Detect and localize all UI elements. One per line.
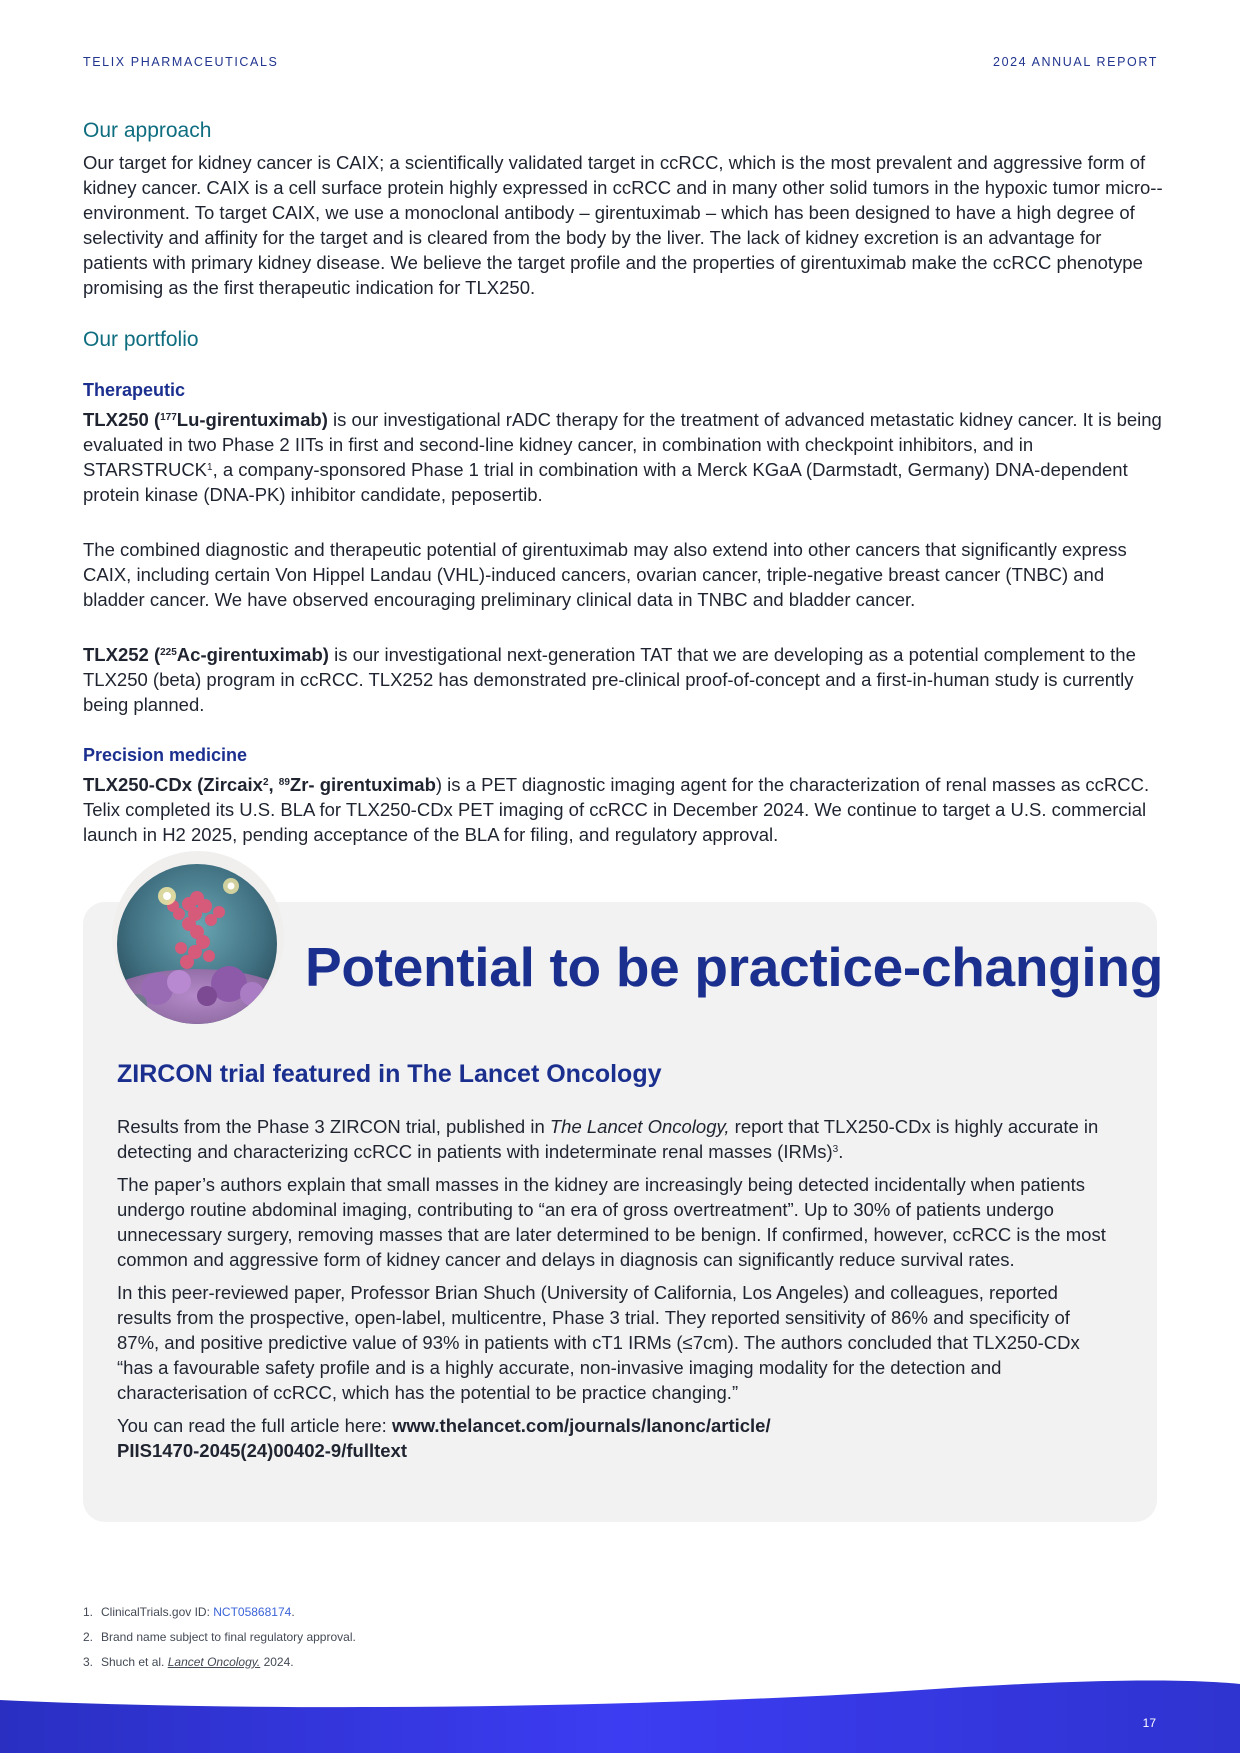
main-content xyxy=(83,116,1163,847)
footnote-link[interactable]: NCT05868174 xyxy=(213,1605,292,1619)
feature-content xyxy=(117,1058,1117,1471)
combined-paragraph: The combined diagnostic and therapeutic potential of girentuximab may also extend into other cancers that significantly express CAIX, including certain Von Hippel Landau (VHL)-induced cancers, ovarian cancer, triple-negative breast cancer (TNBC) and bladder cancer. We have observed encouraging preliminary clinical data in TNBC and bladder cancer. xyxy=(83,539,1127,610)
feature-title: Potential to be practice-changing xyxy=(305,936,1163,998)
header-company: TELIX PHARMACEUTICALS xyxy=(83,55,279,69)
feature-paragraph-2: The paper’s authors explain that small masses in the kidney are increasingly being detected incidentally when patients undergo routine abdominal imaging, contributing to “an era of gross overtreatment”. Up to 30% of patients undergo unnecessary surgery, removing masses that are later determined to be benign. If confirmed, however, ccRCC is the most common and aggressive form of kidney cancer and delays in diagnosis can significantly reduce survival rates. xyxy=(117,1174,1106,1270)
tlx252-paragraph: TLX252 ($^{225}$Ac-girentuximab) is our investigational next-generation TAT that we are developing as a potential complement to the TLX250 (beta) program in ccRCC. TLX252 has demonstrated pre-clinical proof-of-concept and a first-in-human study is currently being planned. xyxy=(83,644,1136,715)
tlx250-paragraph: TLX250 ($^{177}$Lu-girentuximab) is our investigational rADC therapy for the treatment of advanced metastatic kidney cancer. It is being evaluated in two Phase 2 IITs in first and second-line kidney cancer, in combination with checkpoint inhibitors, and in STARSTRUCK$^1$, a company-sponsored Phase 1 trial in combination with a Merck KGaA (Darmstadt, Germany) DNA-dependent protein kinase (DNA-PK) inhibitor candidate, peposertib. xyxy=(83,409,1162,505)
header-report-title: 2024 ANNUAL REPORT xyxy=(993,55,1158,69)
therapeutic-heading: Therapeutic xyxy=(83,380,186,400)
feature-paragraph-1: Results from the Phase 3 ZIRCON trial, published in The Lancet Oncology, report that TLX250-CDx is highly accurate in detecting and characterizing ccRCC in patients with indeterminate renal masses (IRMs)$^3$. xyxy=(117,1116,1099,1162)
footnotes xyxy=(83,1600,356,1675)
portfolio-heading: Our portfolio xyxy=(83,328,199,351)
footnote-ref-1: 1 xyxy=(207,462,213,473)
feature-paragraph-4: You can read the full article here: www.thelancet.com/journals/lanonc/article/ PIIS1470-2045(24)00402-9/fulltext xyxy=(117,1415,771,1461)
tlx250-name: TLX250 ($^{177}$Lu-girentuximab) xyxy=(83,409,328,430)
footnote-1: 1. ClinicalTrials.gov ID: NCT05868174. xyxy=(83,1605,295,1619)
page-number: 17 xyxy=(1142,1716,1156,1730)
article-url[interactable]: www.thelancet.com/journals/lanonc/article/ PIIS1470-2045(24)00402-9/fulltext xyxy=(117,1415,771,1461)
footer-wave xyxy=(0,1676,1240,1753)
footnote-3: 3. Shuch et al. Lancet Oncology. 2024. xyxy=(83,1655,294,1669)
tlx252-name: TLX252 ($^{225}$Ac-girentuximab) xyxy=(83,644,329,665)
footnote-2: 2. Brand name subject to final regulatory approval. xyxy=(83,1630,356,1644)
approach-paragraph: Our target for kidney cancer is CAIX; a scientifically validated target in ccRCC, which is the most prevalent and aggressive form of kidney cancer. CAIX is a cell surface protein highly expressed in ccRCC and in many other solid tumors in the hypoxic tumor micro--environment. To target CAIX, we use a monoclonal antibody – girentuximab – which has been designed to have a high degree of selectivity and affinity for the target and is cleared from the body by the liver. The lack of kidney excretion is an advantage for patients with primary kidney disease. We believe the target profile and the properties of girentuximab make the ccRCC phenotype promising as the first therapeutic indication for TLX250. xyxy=(83,152,1163,298)
precision-heading: Precision medicine xyxy=(83,745,248,765)
feature-paragraph-3: In this peer-reviewed paper, Professor Brian Shuch (University of California, Los Angeles) and colleagues, reported results from the prospective, open-label, multicentre, Phase 3 trial. They reported sensitivity of 86% and specificity of 87%, and positive predictive value of 93% in patients with cT1 IRMs (≤7cm). The authors concluded that TLX250-CDx “has a favourable safety profile and is a highly accurate, non-invasive imaging modality for the detection and characterisation of ccRCC, which has the potential to be practice changing.” xyxy=(117,1282,1080,1403)
feature-subtitle: ZIRCON trial featured in The Lancet Oncology xyxy=(117,1060,662,1088)
tlx250cdx-paragraph: TLX250-CDx (Zircaix$^2$, $^{89}$Zr- girentuximab) is a PET diagnostic imaging agent for the characterization of renal masses as ccRCC. Telix completed its U.S. BLA for TLX250-CDx PET imaging of ccRCC in December 2024. We continue to target a U.S. commercial launch in H2 2025, pending acceptance of the BLA for filing, and regulatory approval. xyxy=(83,774,1150,845)
tlx250cdx-name: TLX250-CDx (Zircaix$^2$, $^{89}$Zr- girentuximab xyxy=(83,774,436,795)
antibody-illustration xyxy=(117,864,277,1024)
approach-heading: Our approach xyxy=(83,119,212,142)
